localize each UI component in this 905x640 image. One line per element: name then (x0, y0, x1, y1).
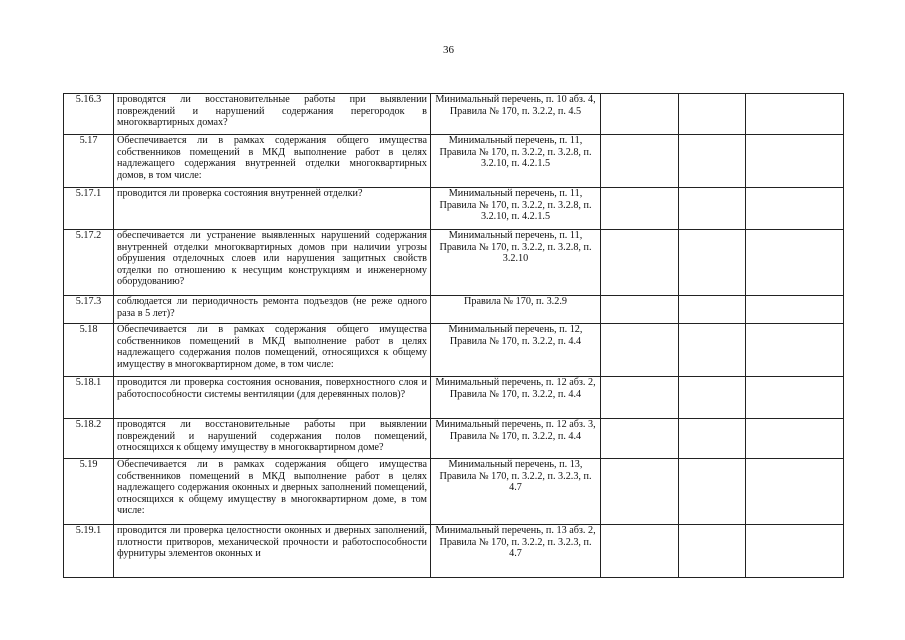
answer-cell[interactable] (601, 94, 679, 135)
table-row (64, 525, 844, 578)
answer-cell[interactable] (746, 459, 844, 525)
row-number: 5.19.1 (64, 525, 114, 578)
page-number: 36 (443, 44, 454, 56)
row-number: 5.17.1 (64, 188, 114, 230)
answer-cell[interactable] (601, 188, 679, 230)
table-row (64, 459, 844, 525)
answer-cell[interactable] (679, 525, 746, 578)
answer-cell[interactable] (746, 324, 844, 377)
row-number: 5.17 (64, 135, 114, 188)
answer-cell[interactable] (746, 230, 844, 296)
answer-cell[interactable] (601, 459, 679, 525)
question-text: проводится ли проверка состояния основания, поверхностного слоя и работоспособности системы вентиляции (для деревянных полов)? (114, 377, 431, 419)
answer-cell[interactable] (601, 377, 679, 419)
reference-text: Минимальный перечень, п. 10 абз. 4, Правила № 170, п. 3.2.2, п. 4.5 (431, 94, 601, 135)
question-text: проводится ли проверка целостности оконных и дверных заполнений, плотности притворов, механической прочности и работоспособности фурнитуры элементов оконных и (114, 525, 431, 578)
table-row (64, 419, 844, 459)
checklist-table (63, 93, 844, 578)
row-number: 5.17.3 (64, 296, 114, 324)
answer-cell[interactable] (679, 135, 746, 188)
reference-text: Минимальный перечень, п. 13, Правила № 170, п. 3.2.2, п. 3.2.3, п. 4.7 (431, 459, 601, 525)
reference-text: Минимальный перечень, п. 12 абз. 3, Правила № 170, п. 3.2.2, п. 4.4 (431, 419, 601, 459)
question-text: проводятся ли восстановительные работы при выявлении повреждений и нарушений содержания полов помещений, относящихся к общему имуществу в многоквартирном доме? (114, 419, 431, 459)
row-number: 5.18.2 (64, 419, 114, 459)
question-text: проводится ли проверка состояния внутренней отделки? (114, 188, 431, 230)
answer-cell[interactable] (601, 135, 679, 188)
reference-text: Минимальный перечень, п. 11, Правила № 170, п. 3.2.2, п. 3.2.8, п. 3.2.10, п. 4.2.1.5 (431, 135, 601, 188)
reference-text: Минимальный перечень, п. 13 абз. 2, Правила № 170, п. 3.2.2, п. 3.2.3, п. 4.7 (431, 525, 601, 578)
answer-cell[interactable] (601, 230, 679, 296)
question-text: обеспечивается ли устранение выявленных нарушений содержания внутренней отделки многоквартирных домов при наличии угрозы обрушения отделочных слоев или нарушения защитных свойств отделки по отношению к несущим конструкциям и инженерному оборудованию? (114, 230, 431, 296)
answer-cell[interactable] (746, 377, 844, 419)
row-number: 5.18 (64, 324, 114, 377)
table-row (64, 188, 844, 230)
table-row (64, 230, 844, 296)
row-number: 5.18.1 (64, 377, 114, 419)
table-row (64, 377, 844, 419)
reference-text: Правила № 170, п. 3.2.9 (431, 296, 601, 324)
question-text: Обеспечивается ли в рамках содержания общего имущества собственников помещений в МКД выполнение работ в целях надлежащего содержания внутренней отделки многоквартирных домов, в том числе: (114, 135, 431, 188)
row-number: 5.16.3 (64, 94, 114, 135)
question-text: проводятся ли восстановительные работы при выявлении повреждений и нарушений содержания перегородок в многоквартирных домах? (114, 94, 431, 135)
reference-text: Минимальный перечень, п. 11, Правила № 170, п. 3.2.2, п. 3.2.8, п. 3.2.10 (431, 230, 601, 296)
table-row (64, 324, 844, 377)
answer-cell[interactable] (601, 296, 679, 324)
answer-cell[interactable] (679, 419, 746, 459)
answer-cell[interactable] (746, 419, 844, 459)
answer-cell[interactable] (679, 94, 746, 135)
row-number: 5.19 (64, 459, 114, 525)
question-text: Обеспечивается ли в рамках содержания общего имущества собственников помещений в МКД выполнение работ в целях надлежащего содержания полов помещений, относящихся к общему имуществу в многоквартирном доме, в том числе: (114, 324, 431, 377)
answer-cell[interactable] (746, 296, 844, 324)
answer-cell[interactable] (601, 324, 679, 377)
answer-cell[interactable] (679, 230, 746, 296)
answer-cell[interactable] (746, 135, 844, 188)
reference-text: Минимальный перечень, п. 11, Правила № 170, п. 3.2.2, п. 3.2.8, п. 3.2.10, п. 4.2.1.5 (431, 188, 601, 230)
answer-cell[interactable] (601, 419, 679, 459)
question-text: Обеспечивается ли в рамках содержания общего имущества собственников помещений в МКД выполнение работ в целях надлежащего содержания оконных и дверных заполнений помещений, относящихся к общему имуществу в многоквартирном доме, в том числе: (114, 459, 431, 525)
table-row (64, 296, 844, 324)
answer-cell[interactable] (746, 94, 844, 135)
row-number: 5.17.2 (64, 230, 114, 296)
answer-cell[interactable] (746, 188, 844, 230)
answer-cell[interactable] (746, 525, 844, 578)
answer-cell[interactable] (679, 377, 746, 419)
table-row (64, 135, 844, 188)
reference-text: Минимальный перечень, п. 12 абз. 2, Правила № 170, п. 3.2.2, п. 4.4 (431, 377, 601, 419)
question-text: соблюдается ли периодичность ремонта подъездов (не реже одного раза в 5 лет)? (114, 296, 431, 324)
answer-cell[interactable] (601, 525, 679, 578)
answer-cell[interactable] (679, 324, 746, 377)
answer-cell[interactable] (679, 459, 746, 525)
table-row (64, 94, 844, 135)
answer-cell[interactable] (679, 188, 746, 230)
reference-text: Минимальный перечень, п. 12, Правила № 170, п. 3.2.2, п. 4.4 (431, 324, 601, 377)
answer-cell[interactable] (679, 296, 746, 324)
